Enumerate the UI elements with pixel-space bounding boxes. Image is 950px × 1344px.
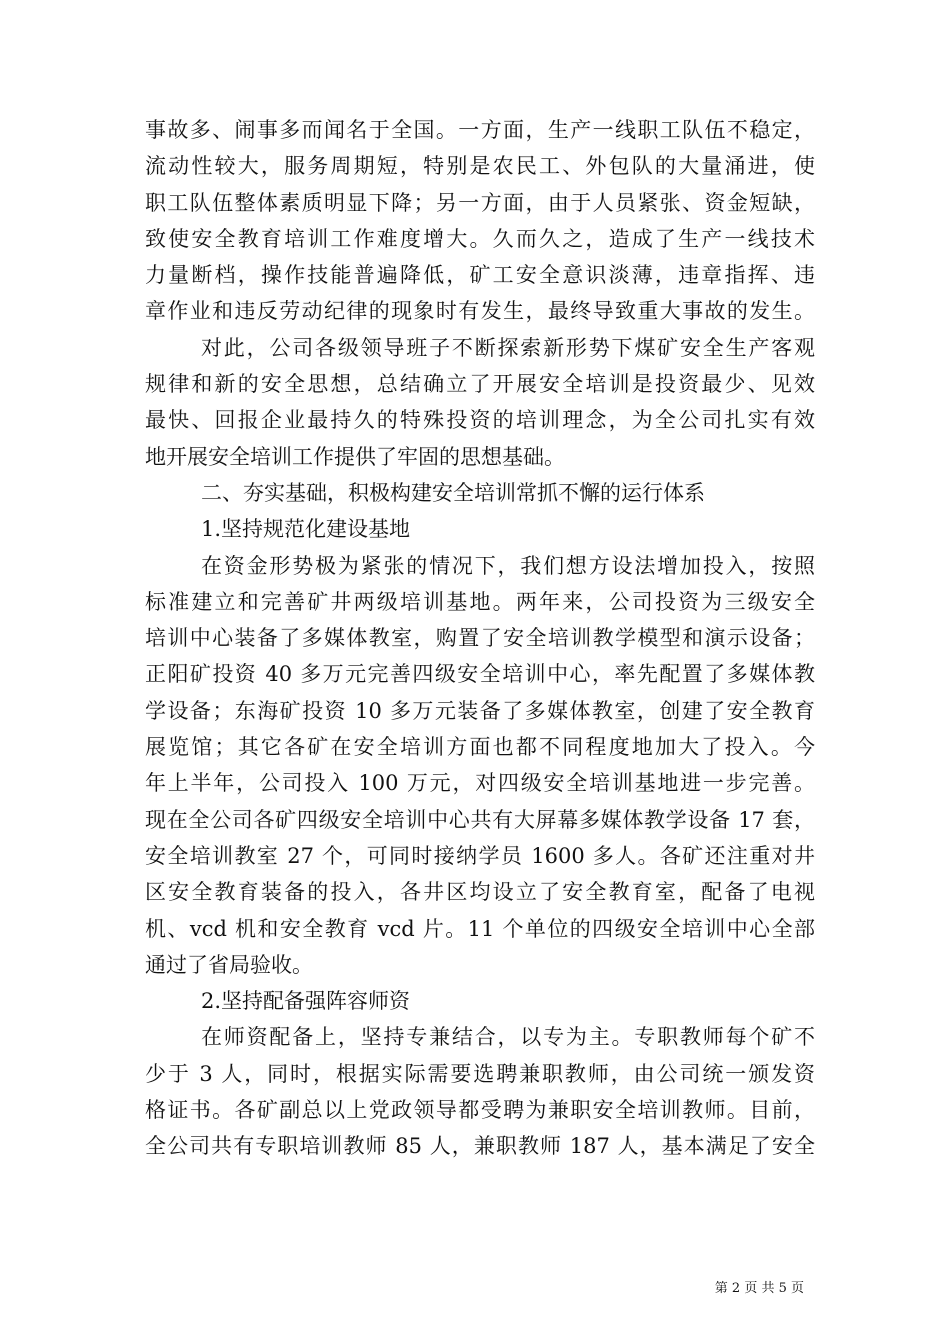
text-line: 学设备；东海矿投资 10 多万元装备了多媒体教室，创建了安全教育 <box>145 698 815 723</box>
text-line: 二、夯实基础，积极构建安全培训常抓不懈的运行体系 <box>201 480 705 505</box>
text-line: 力量断档，操作技能普遍降低，矿工安全意识淡薄，违章指挥、违 <box>145 263 815 288</box>
text-line: 标准建立和完善矿井两级培训基地。两年来，公司投资为三级安全 <box>145 589 815 614</box>
text-line: 年上半年，公司投入 100 万元，对四级安全培训基地进一步完善。 <box>145 771 815 796</box>
text-line: 少于 3 人，同时，根据实际需要选聘兼职教师，由公司统一颁发资 <box>145 1061 815 1086</box>
text-line: 对此，公司各级领导班子不断探索新形势下煤矿安全生产客观 <box>201 335 815 360</box>
text-line: 在师资配备上，坚持专兼结合，以专为主。专职教师每个矿不 <box>201 1025 815 1050</box>
text-line: 格证书。各矿副总以上党政领导都受聘为兼职安全培训教师。目前， <box>145 1098 815 1123</box>
text-line: 在资金形势极为紧张的情况下，我们想方设法增加投入，按照 <box>201 553 815 578</box>
text-line: 职工队伍整体素质明显下降；另一方面，由于人员紧张、资金短缺， <box>145 190 815 215</box>
text-line: 流动性较大，服务周期短，特别是农民工、外包队的大量涌进，使 <box>145 154 815 179</box>
text-line: 事故多、闹事多而闻名于全国。一方面，生产一线职工队伍不稳定， <box>145 118 815 142</box>
text-line: 全公司共有专职培训教师 85 人，兼职教师 187 人，基本满足了安全 <box>145 1134 815 1159</box>
text-line: 章作业和违反劳动纪律的现象时有发生，最终导致重大事故的发生。 <box>145 299 815 324</box>
text-line: 培训中心装备了多媒体教室，购置了安全培训教学模型和演示设备； <box>145 626 815 651</box>
text-line: 规律和新的安全思想，总结确立了开展安全培训是投资最少、见效 <box>145 372 815 397</box>
text-line: 地开展安全培训工作提供了牢固的思想基础。 <box>145 444 565 469</box>
page-number: 第 2 页 共 5 页 <box>714 1281 804 1296</box>
body-text <box>145 112 815 1165</box>
text-line: 安全培训教室 27 个，可同时接纳学员 1600 多人。各矿还注重对井 <box>145 843 815 868</box>
text-line: 现在全公司各矿四级安全培训中心共有大屏幕多媒体教学设备 17 套， <box>145 807 815 832</box>
text-line: 2.坚持配备强阵容师资 <box>201 989 411 1014</box>
text-line: 通过了省局验收。 <box>145 952 313 977</box>
text-line: 致使安全教育培训工作难度增大。久而久之，造成了生产一线技术 <box>145 226 815 251</box>
text-line: 1.坚持规范化建设基地 <box>201 517 411 542</box>
text-line: 正阳矿投资 40 多万元完善四级安全培训中心，率先配置了多媒体教 <box>145 662 815 687</box>
text-line: 展览馆；其它各矿在安全培训方面也都不同程度地加大了投入。今 <box>145 735 815 760</box>
text-line: 区安全教育装备的投入，各井区均设立了安全教育室，配备了电视 <box>145 880 815 905</box>
text-line: 机、vcd 机和安全教育 vcd 片。11 个单位的四级安全培训中心全部 <box>145 916 815 941</box>
text-line: 最快、回报企业最持久的特殊投资的培训理念，为全公司扎实有效 <box>145 408 815 433</box>
